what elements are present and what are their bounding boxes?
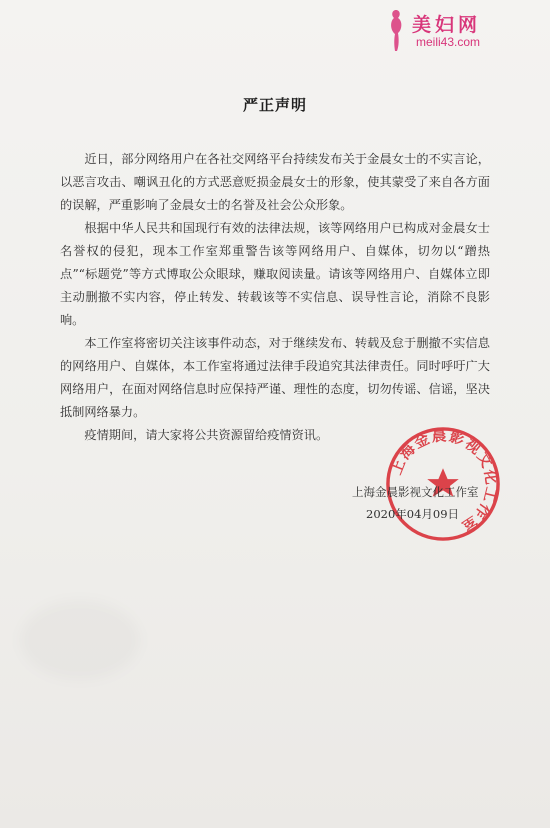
logo-title: 美妇网 xyxy=(412,14,482,36)
statement-body xyxy=(60,148,490,447)
figure-silhouette-icon xyxy=(386,8,406,52)
signature-block xyxy=(352,481,502,525)
statement-title: 严正声明 xyxy=(242,96,307,114)
paper-shadow xyxy=(20,600,140,680)
paragraph-1: 近日，部分网络用户在各社交网络平台持续发布关于金晨女士的不实言论，以恶言攻击、嘲讽丑化的方式恶意贬损金晨女士的形象，使其蒙受了来自各方面的误解，严重影响了金晨女士的名誉及社会公众形象。 xyxy=(60,152,490,212)
logo-url: meili43.com xyxy=(416,35,481,49)
site-watermark-logo xyxy=(386,8,536,54)
paragraph-3: 本工作室将密切关注该事件动态，对于继续发布、转载及怠于删撤不实信息的网络用户、自媒体，本工作室将通过法律手段追究其法律责任。同时呼吁广大网络用户，在面对网络信息时应保持严谨、理性的态度，切勿传谣、信谣，坚决抵制网络暴力。 xyxy=(60,336,490,419)
issuer-name: 上海金晨影视文化工作室 xyxy=(352,485,479,499)
issue-date: 2020年04月09日 xyxy=(366,507,460,521)
seal-text: 上海金晨影视文化工作室 xyxy=(387,427,500,536)
paragraph-4: 疫情期间，请大家将公共资源留给疫情资讯。 xyxy=(84,428,329,442)
paragraph-2: 根据中华人民共和国现行有效的法律法规，该等网络用户已构成对金晨女士名誉权的侵犯，现本工作室郑重警告该等网络用户、自媒体，切勿以“蹭热点”“标题党”等方式博取公众眼球，赚取阅读量。请该等网络用户、自媒体立即主动删撤不实内容，停止转发、转载该等不实信息、误导性言论，消除不良影响。 xyxy=(60,221,490,327)
